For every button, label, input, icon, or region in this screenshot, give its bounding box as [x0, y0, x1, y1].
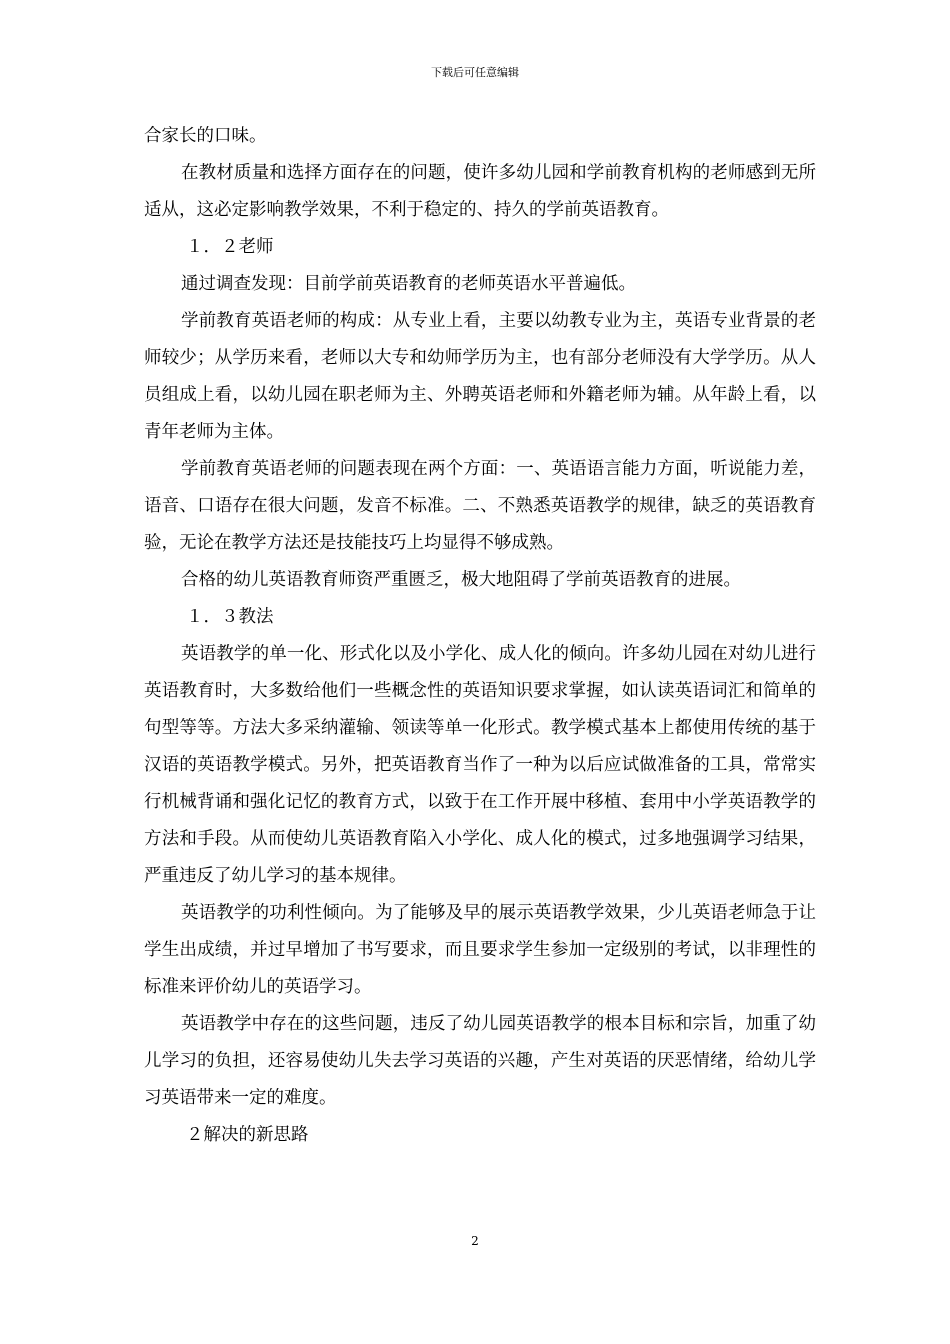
paragraph: 在教材质量和选择方面存在的问题，使许多幼儿园和学前教育机构的老师感到无所适从，这必定影响教学效果，不利于稳定的、持久的学前英语教育。	[144, 163, 816, 220]
section-heading: １．２老师	[186, 237, 274, 257]
paragraph: 合家长的口味。	[144, 126, 267, 146]
page-number: 2	[471, 1234, 479, 1248]
section-heading: １．３教法	[186, 607, 274, 627]
paragraph: 学前教育英语老师的构成：从专业上看，主要以幼教专业为主，英语专业背景的老师较少；从学历来看，老师以大专和幼师学历为主，也有部分老师没有大学学历。从人员组成上看，以幼儿园在职老师为主、外聘英语老师和外籍老师为辅。从年龄上看，以青年老师为主体。	[144, 311, 816, 442]
paragraph: 合格的幼儿英语教育师资严重匮乏，极大地阻碍了学前英语教育的进展。	[181, 570, 741, 590]
section-heading: ２解决的新思路	[186, 1125, 309, 1145]
paragraph: 英语教学中存在的这些问题，违反了幼儿园英语教学的根本目标和宗旨，加重了幼儿学习的负担，还容易使幼儿失去学习英语的兴趣，产生对英语的厌恶情绪，给幼儿学习英语带来一定的难度。	[144, 1014, 816, 1108]
page-header: 下载后可任意编辑	[431, 66, 519, 79]
paragraph: 学前教育英语老师的问题表现在两个方面：一、英语语言能力方面，听说能力差，语音、口语存在很大问题，发音不标准。二、不熟悉英语教学的规律，缺乏的英语教育验，无论在教学方法还是技能技巧上均显得不够成熟。	[144, 459, 816, 553]
paragraph: 英语教学的功利性倾向。为了能够及早的展示英语教学效果，少儿英语老师急于让学生出成绩，并过早增加了书写要求，而且要求学生参加一定级别的考试，以非理性的标准来评价幼儿的英语学习。	[144, 903, 816, 997]
paragraph: 通过调查发现：目前学前英语教育的老师英语水平普遍低。	[181, 274, 636, 294]
paragraph: 英语教学的单一化、形式化以及小学化、成人化的倾向。许多幼儿园在对幼儿进行英语教育时，大多数给他们一些概念性的英语知识要求掌握，如认读英语词汇和简单的句型等等。方法大多采纳灌输、领读等单一化形式。教学模式基本上都使用传统的基于汉语的英语教学模式。另外，把英语教育当作了一种为以后应试做准备的工具，常常实行机械背诵和强化记忆的教育方式，以致于在工作开展中移植、套用中小学英语教学的方法和手段。从而使幼儿英语教育陷入小学化、成人化的模式，过多地强调学习结果，严重违反了幼儿学习的基本规律。	[144, 644, 816, 886]
document-body	[144, 118, 816, 1154]
